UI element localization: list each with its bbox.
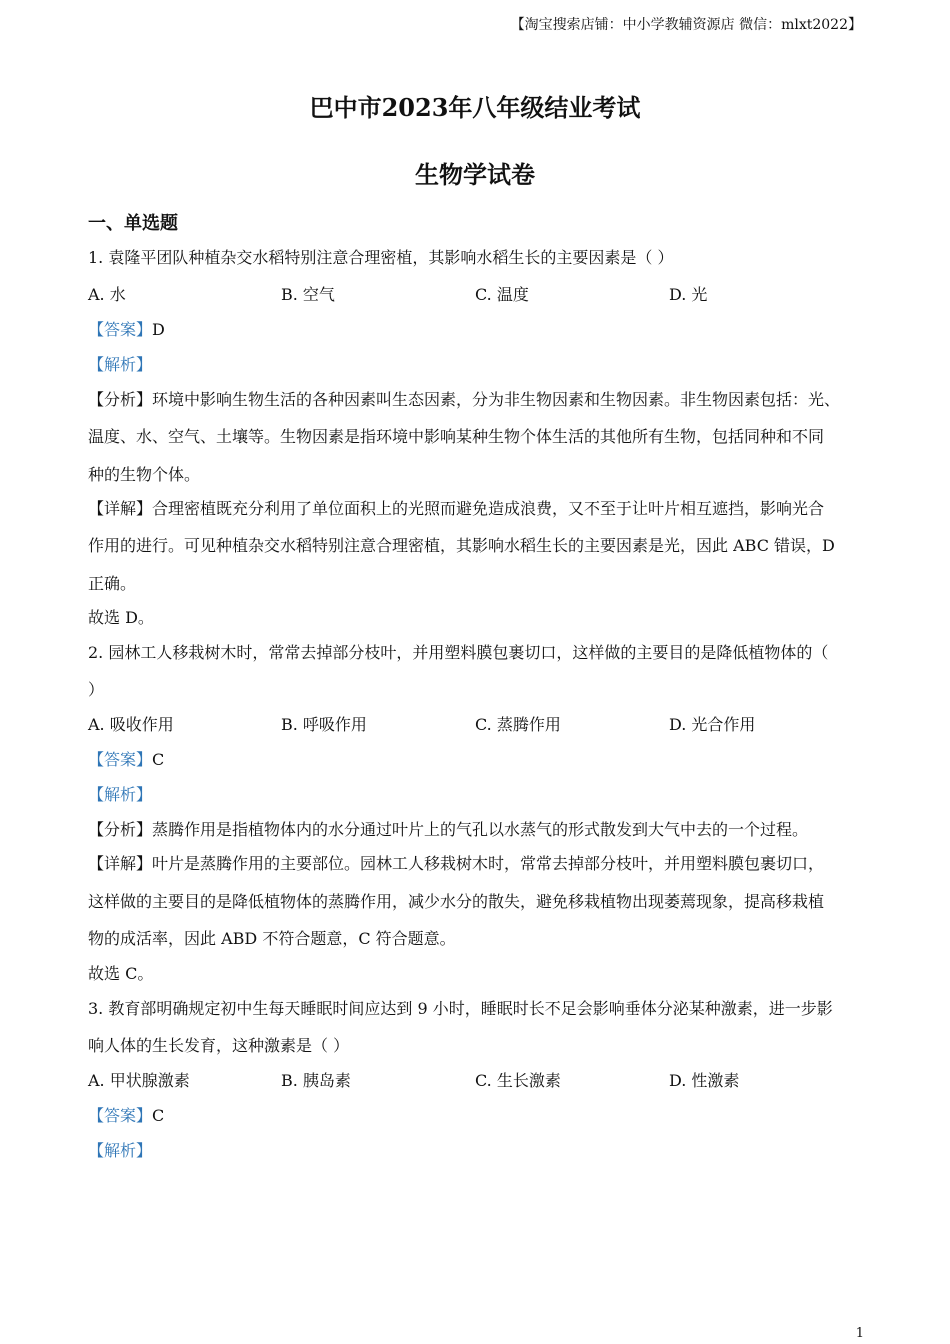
question-2-detail-line: 这样做的主要目的是降低植物体的蒸腾作用，减少水分的散失，避免移栽植物出现萎蔫现象，提高移栽植 — [88, 892, 825, 911]
question-3-option-a: A. 甲状腺激素 — [88, 1071, 190, 1090]
question-2-option-b: B. 呼吸作用 — [281, 715, 367, 734]
question-2-conclusion: 故选 C。 — [88, 964, 154, 983]
answer-tag: 【答案】 — [88, 320, 153, 339]
page-number: 1 — [855, 1326, 864, 1341]
question-3-stem: 响人体的生长发育，这种激素是（ ） — [88, 1036, 350, 1055]
question-1-option-b: B. 空气 — [281, 285, 335, 304]
question-2-detail-line: 【详解】叶片是蒸腾作用的主要部位。园林工人移栽树木时，常常去掉部分枝叶，并用塑料膜包裹切口， — [88, 854, 825, 873]
question-1-answer — [88, 317, 165, 340]
question-2-stem: 2. 园林工人移栽树木时，常常去掉部分枝叶，并用塑料膜包裹切口，这样做的主要目的是降低植物体的（ — [88, 643, 829, 662]
exam-subtitle: 生物学试卷 — [415, 160, 535, 189]
question-3-option-b: B. 胰岛素 — [281, 1071, 351, 1090]
answer-tag: 【答案】 — [88, 1106, 153, 1125]
question-2-stem: ） — [88, 680, 105, 699]
question-2-answer — [88, 747, 164, 770]
question-2-detail-line: 物的成活率，因此 ABD 不符合题意，C 符合题意。 — [88, 929, 456, 948]
question-1-detail-line: 作用的进行。可见种植杂交水稻特别注意合理密植，其影响水稻生长的主要因素是光，因此 ABC 错误，D — [88, 536, 835, 555]
exam-title: 巴中市2023年八年级结业考试 — [309, 93, 641, 122]
question-2-option-d: D. 光合作用 — [669, 715, 756, 734]
question-1-stem: 1. 袁隆平团队种植杂交水稻特别注意合理密植，其影响水稻生长的主要因素是（ ） — [88, 248, 674, 267]
header-note: 【淘宝搜索店铺：中小学教辅资源店 微信：mlxt2022】 — [510, 17, 862, 33]
question-3-answer — [88, 1103, 164, 1126]
answer-value: D — [152, 320, 165, 339]
question-1-detail-line: 【详解】合理密植既充分利用了单位面积上的光照而避免造成浪费，又不至于让叶片相互遮挡，影响光合 — [88, 499, 825, 518]
question-1-option-d: D. 光 — [669, 285, 708, 304]
question-1-conclusion: 故选 D。 — [88, 608, 154, 627]
question-2-option-a: A. 吸收作用 — [88, 715, 174, 734]
section-title: 一、单选题 — [88, 213, 178, 234]
question-3-option-d: D. 性激素 — [669, 1071, 740, 1090]
question-1-analysis-line: 温度、水、空气、土壤等。生物因素是指环境中影响某种生物个体生活的其他所有生物，包括同种和不同 — [88, 427, 825, 446]
question-3-analysis-tag: 【解析】 — [88, 1141, 153, 1160]
question-3-stem: 3. 教育部明确规定初中生每天睡眠时间应达到 9 小时，睡眠时长不足会影响垂体分泌某种激素，进一步影 — [88, 999, 833, 1018]
question-2-option-c: C. 蒸腾作用 — [475, 715, 561, 734]
question-1-analysis-line: 【分析】环境中影响生物生活的各种因素叫生态因素，分为非生物因素和生物因素。非生物因素包括：光、 — [88, 390, 841, 409]
question-1-analysis-tag: 【解析】 — [88, 355, 153, 374]
question-2-analysis-line: 【分析】蒸腾作用是指植物体内的水分通过叶片上的气孔以水蒸气的形式散发到大气中去的一个过程。 — [88, 820, 809, 839]
question-3-option-c: C. 生长激素 — [475, 1071, 561, 1090]
question-1-option-c: C. 温度 — [475, 285, 529, 304]
answer-tag: 【答案】 — [88, 750, 153, 769]
question-1-option-a: A. 水 — [88, 285, 126, 304]
answer-value: C — [152, 1106, 165, 1125]
question-2-analysis-tag: 【解析】 — [88, 785, 153, 804]
question-1-analysis-line: 种的生物个体。 — [88, 465, 201, 484]
answer-value: C — [152, 750, 165, 769]
question-1-detail-line: 正确。 — [88, 574, 137, 593]
